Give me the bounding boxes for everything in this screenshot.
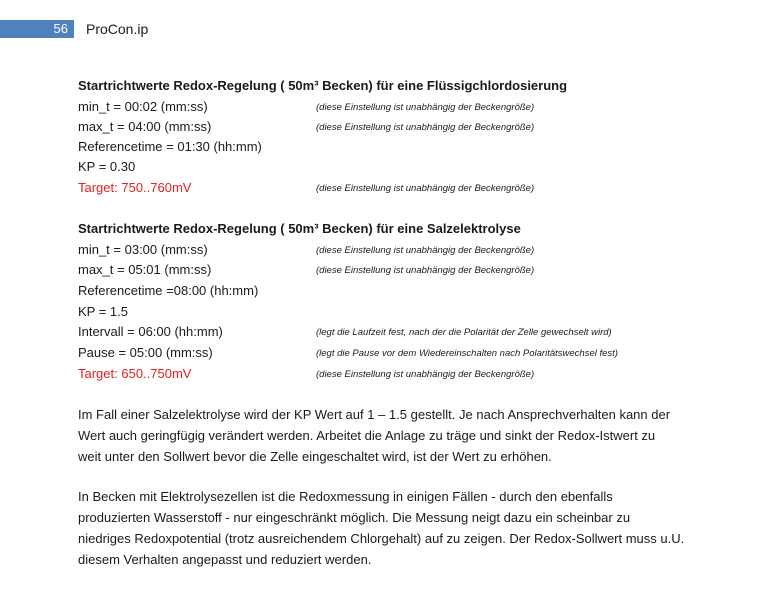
param-text: Referencetime = 01:30 (hh:mm): [78, 139, 262, 154]
section2-row-pause: [78, 343, 738, 363]
paragraph-kp-explanation: [78, 404, 728, 467]
paragraph-line: Im Fall einer Salzelektrolyse wird der KP Wert auf 1 – 1.5 gestellt. Je nach Ansprechverhalten kann der: [78, 407, 671, 422]
section2-row-intervall: [78, 322, 738, 342]
paragraph-line: diesem Verhalten angepasst und reduziert werden.: [78, 552, 372, 567]
section1-row-max-t: [78, 117, 738, 137]
section1-row-min-t: [78, 97, 738, 117]
param-text: min_t = 00:02 (mm:ss): [78, 99, 208, 114]
param-text: Intervall = 06:00 (hh:mm): [78, 324, 223, 339]
param-text: max_t = 04:00 (mm:ss): [78, 119, 212, 134]
note-text: (legt die Pause vor dem Wiedereinschalten nach Polaritätswechsel fest): [316, 348, 618, 359]
paragraph-line: weit unter den Sollwert bevor die Zelle eingeschaltet wird, ist der Wert zu erhöhen.: [78, 449, 552, 464]
target-text: Target: 650..750mV: [78, 366, 192, 381]
note-text: (diese Einstellung ist unabhängig der Beckengröße): [316, 265, 535, 276]
note-text: (diese Einstellung ist unabhängig der Beckengröße): [316, 122, 535, 133]
note-text: (diese Einstellung ist unabhängig der Beckengröße): [316, 245, 535, 256]
param-text: KP = 1.5: [78, 304, 128, 319]
page-header: [0, 20, 768, 38]
note-text: (diese Einstellung ist unabhängig der Beckengröße): [316, 183, 535, 194]
paragraph-line: niedriges Redoxpotential (trotz ausreichendem Chlorgehalt) auf zu zeigen. Der Redox-Sollwert muss u.U.: [78, 531, 685, 546]
page-number: 56: [0, 20, 74, 38]
section-title-salzelektrolyse: Startrichtwerte Redox-Regelung ( 50m³ Becken) für eine Salzelektrolyse: [78, 221, 521, 236]
section1-row-kp: [78, 157, 738, 177]
note-text: (diese Einstellung ist unabhängig der Beckengröße): [316, 102, 535, 113]
section1-row-referencetime: [78, 137, 738, 157]
note-text: (legt die Laufzeit fest, nach der die Polarität der Zelle gewechselt wird): [316, 327, 612, 338]
paragraph-line: Wert auch geringfügig verändert werden. Arbeitet die Anlage zu träge und sinkt der Redox-Istwert zu: [78, 428, 656, 443]
section2-row-max-t: [78, 260, 738, 280]
section1-row-target: [78, 178, 738, 198]
paragraph-line: In Becken mit Elektrolysezellen ist die Redoxmessung in einigen Fällen - durch den ebenfalls: [78, 489, 613, 504]
param-text: Referencetime =08:00 (hh:mm): [78, 283, 259, 298]
section2-row-referencetime: [78, 281, 738, 301]
target-text: Target: 750..760mV: [78, 180, 192, 195]
note-text: (diese Einstellung ist unabhängig der Beckengröße): [316, 369, 535, 380]
section-title-fluessigchlor: Startrichtwerte Redox-Regelung ( 50m³ Becken) für eine Flüssigchlordosierung: [78, 78, 568, 93]
param-text: Pause = 05:00 (mm:ss): [78, 345, 213, 360]
param-text: max_t = 05:01 (mm:ss): [78, 262, 212, 277]
section2-row-kp: [78, 302, 738, 322]
section2-row-target: [78, 364, 738, 384]
param-text: min_t = 03:00 (mm:ss): [78, 242, 208, 257]
brand-title: ProCon.ip: [86, 21, 149, 37]
section2-row-min-t: [78, 240, 738, 260]
paragraph-elektrolyse-hinweis: [78, 486, 728, 570]
paragraph-line: produzierten Wasserstoff - nur eingeschränkt möglich. Die Messung neigt dazu ein scheinbar zu: [78, 510, 631, 525]
param-text: KP = 0.30: [78, 159, 136, 174]
